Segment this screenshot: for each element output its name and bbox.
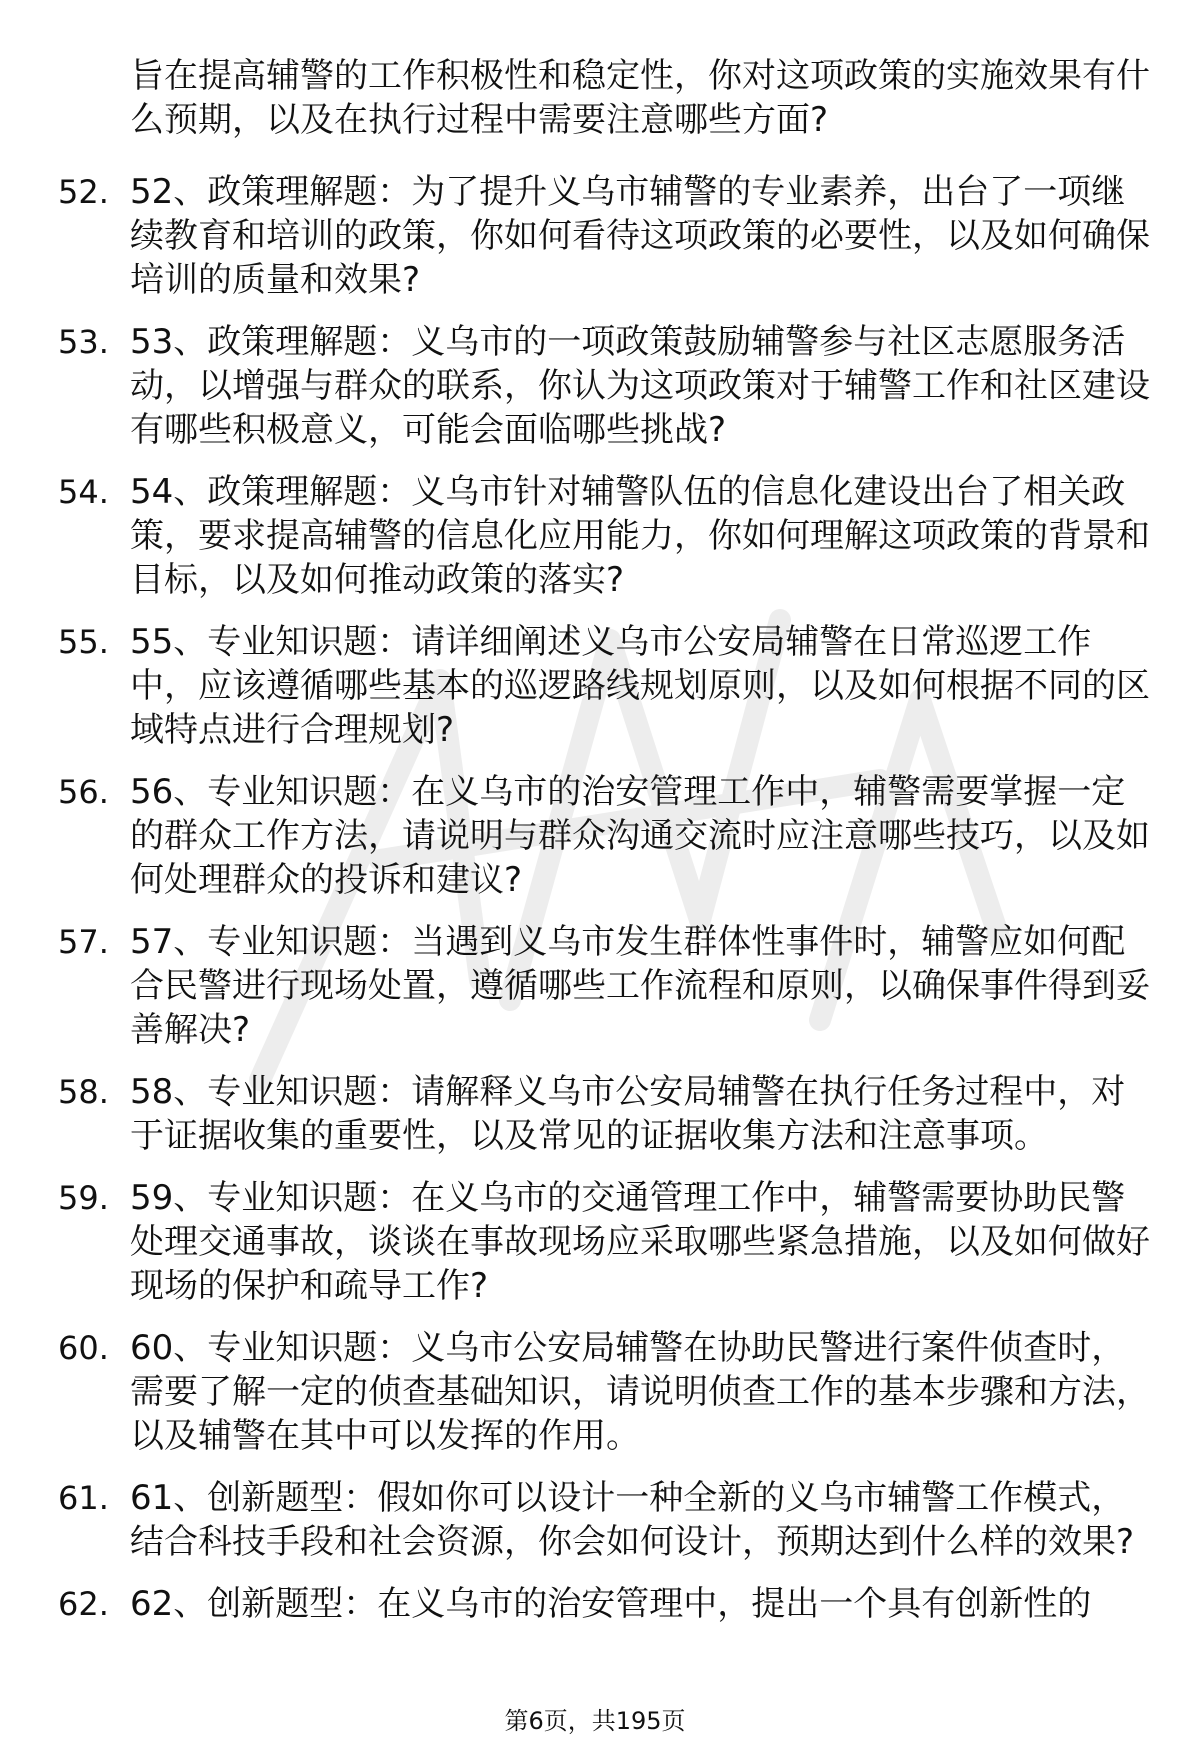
list-item	[0, 770, 1190, 902]
list-item	[0, 470, 1190, 602]
list-item	[0, 1582, 1190, 1626]
question-number: 62.	[58, 1585, 109, 1623]
list-item	[0, 1176, 1190, 1308]
question-number: 58.	[58, 1073, 109, 1111]
question-text: 55、专业知识题：请详细阐述义乌市公安局辅警在日常巡逻工作中，应该遵循哪些基本的巡逻路线规划原则，以及如何根据不同的区域特点进行合理规划?	[130, 622, 1150, 750]
question-number: 56.	[58, 773, 109, 811]
question-list	[0, 170, 1190, 1644]
question-text: 57、专业知识题：当遇到义乌市发生群体性事件时，辅警应如何配合民警进行现场处置，遵循哪些工作流程和原则，以确保事件得到妥善解决?	[130, 922, 1150, 1050]
question-number: 53.	[58, 323, 109, 361]
continuation-text: 旨在提高辅警的工作积极性和稳定性，你对这项政策的实施效果有什么预期，以及在执行过程中需要注意哪些方面?	[130, 56, 1150, 140]
question-number: 59.	[58, 1179, 109, 1217]
page-footer: 第6页，共195页	[504, 1707, 686, 1735]
question-text: 60、专业知识题：义乌市公安局辅警在协助民警进行案件侦查时，需要了解一定的侦查基础知识，请说明侦查工作的基本步骤和方法，以及辅警在其中可以发挥的作用。	[130, 1328, 1150, 1456]
question-text: 53、政策理解题：义乌市的一项政策鼓励辅警参与社区志愿服务活动，以增强与群众的联系，你认为这项政策对于辅警工作和社区建设有哪些积极意义，可能会面临哪些挑战?	[130, 322, 1150, 450]
question-number: 61.	[58, 1479, 109, 1517]
list-item	[0, 1326, 1190, 1458]
question-text: 56、专业知识题：在义乌市的治安管理工作中，辅警需要掌握一定的群众工作方法，请说明与群众沟通交流时应注意哪些技巧，以及如何处理群众的投诉和建议?	[130, 772, 1150, 900]
list-item	[0, 920, 1190, 1052]
list-item	[0, 170, 1190, 302]
question-number: 52.	[58, 173, 109, 211]
list-item	[0, 620, 1190, 752]
question-text: 58、专业知识题：请解释义乌市公安局辅警在执行任务过程中，对于证据收集的重要性，以及常见的证据收集方法和注意事项。	[130, 1072, 1126, 1156]
list-item	[0, 320, 1190, 452]
question-text: 54、政策理解题：义乌市针对辅警队伍的信息化建设出台了相关政策，要求提高辅警的信息化应用能力，你如何理解这项政策的背景和目标，以及如何推动政策的落实?	[130, 472, 1150, 600]
question-text: 61、创新题型：假如你可以设计一种全新的义乌市辅警工作模式，结合科技手段和社会资源，你会如何设计，预期达到什么样的效果?	[130, 1478, 1135, 1562]
question-number: 55.	[58, 623, 109, 661]
question-number: 60.	[58, 1329, 109, 1367]
question-text: 59、专业知识题：在义乌市的交通管理工作中，辅警需要协助民警处理交通事故，谈谈在事故现场应采取哪些紧急措施，以及如何做好现场的保护和疏导工作?	[130, 1178, 1150, 1306]
question-number: 54.	[58, 473, 109, 511]
list-item	[0, 1476, 1190, 1564]
question-text: 52、政策理解题：为了提升义乌市辅警的专业素养，出台了一项继续教育和培训的政策，你如何看待这项政策的必要性，以及如何确保培训的质量和效果?	[130, 172, 1150, 300]
question-number: 57.	[58, 923, 109, 961]
question-text: 62、创新题型：在义乌市的治安管理中，提出一个具有创新性的	[130, 1584, 1092, 1624]
list-item	[0, 1070, 1190, 1158]
